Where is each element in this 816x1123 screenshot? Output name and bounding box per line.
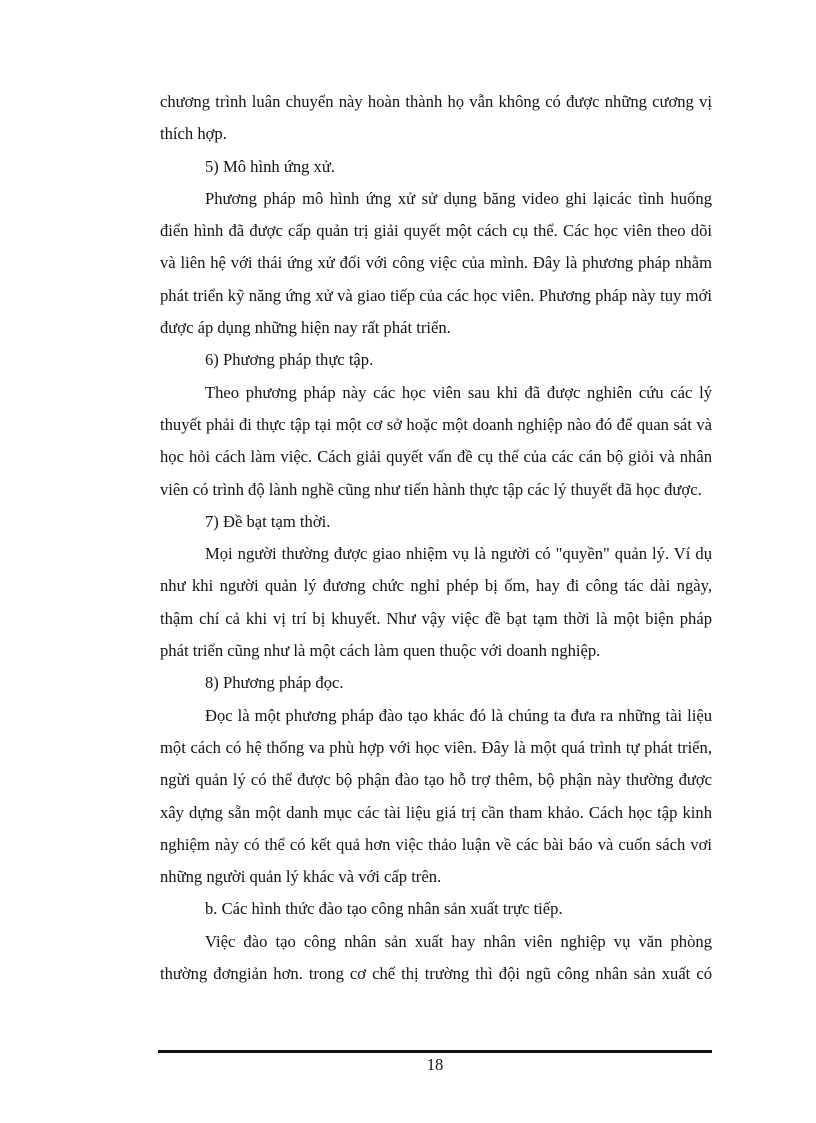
paragraph-cong-nhan-san-xuat: Việc đào tạo công nhân sản xuất hay nhân viên nghiệp vụ văn phòng thường đơngiản hơn. trong cơ chế thị trường thì đội ngũ công nhân sản xuất có [160, 931, 712, 984]
document-body [160, 86, 712, 990]
paragraph-de-bat-tam-thoi: Mọi người thường được giao nhiệm vụ là người có "quyền" quản lý. Ví dụ như khi người quản lý đương chức nghỉ phép bị ốm, hay đi công tác dài ngày, thậm chí cả khi vị trí bị khuyết. Như vậy việc đề bạt tạm thời là một biện pháp phát triển cũng như là một cách làm quen thuộc với doanh nghiệp. [160, 544, 712, 661]
paragraph-continuation: chương trình luân chuyển này hoàn thành họ vẫn không có được những cương vị thích hợp. [160, 92, 712, 144]
paragraph-phuong-phap-doc: Đọc là một phương pháp đào tạo khác đó là chúng ta đưa ra những tài liệu một cách có hệ thống va phù hợp với học viên. Đây là một quá trình tự phát triển, ngừi quản lý có thể được bộ phận đào tạo hỗ trợ thêm, bộ phận này thường được xây dựng sẵn một danh mục các tài liệu giá trị cần tham khảo. Cách học tập kinh nghiệm này có thể có kết quả hơn việc thảo luận về các bài báo và cuốn sách vơi những người quản lý khác và với cấp trên. [160, 705, 712, 887]
paragraph-mo-hinh-ung-xu: Phương pháp mô hình ứng xử sử dụng băng video ghi lạicác tình huống điển hình đã được cấp quản trị giải quyết một cách cụ thể. Các học viên theo dõi và liên hệ với thái ứng xử đối với công việc của mình. Đây là phương pháp nhằm phát triển kỹ năng ứng xử và giao tiếp của các học viên. Phương pháp này tuy mới được áp dụng những hiện nay rất phát triển. [160, 188, 712, 338]
section-heading-mo-hinh-ung-xu: 5) Mô hình ứng xử. [205, 156, 335, 176]
page-number: 18 [426, 1055, 444, 1074]
footer-divider [158, 1050, 712, 1053]
section-heading-cong-nhan-san-xuat: b. Các hình thức đào tạo công nhân sản xuất trực tiếp. [205, 899, 563, 919]
section-heading-thuc-tap: 6) Phương pháp thực tập. [205, 350, 374, 370]
paragraph-thuc-tap: Theo phương pháp này các học viên sau khi đã được nghiên cứu các lý thuyết phải đi thực tập tại một cơ sở hoặc một doanh nghiệp nào đó để quan sát và học hỏi cách làm việc. Cách giải quyết vấn đề cụ thể của các cán bộ giỏi và nhân viên có trình độ lành nghề cũng như tiến hành thực tập các lý thuyết đã học được. [160, 382, 712, 499]
section-heading-phuong-phap-doc: 8) Phương pháp đọc. [205, 673, 344, 693]
section-heading-de-bat-tam-thoi: 7) Đề bạt tạm thời. [205, 511, 331, 531]
